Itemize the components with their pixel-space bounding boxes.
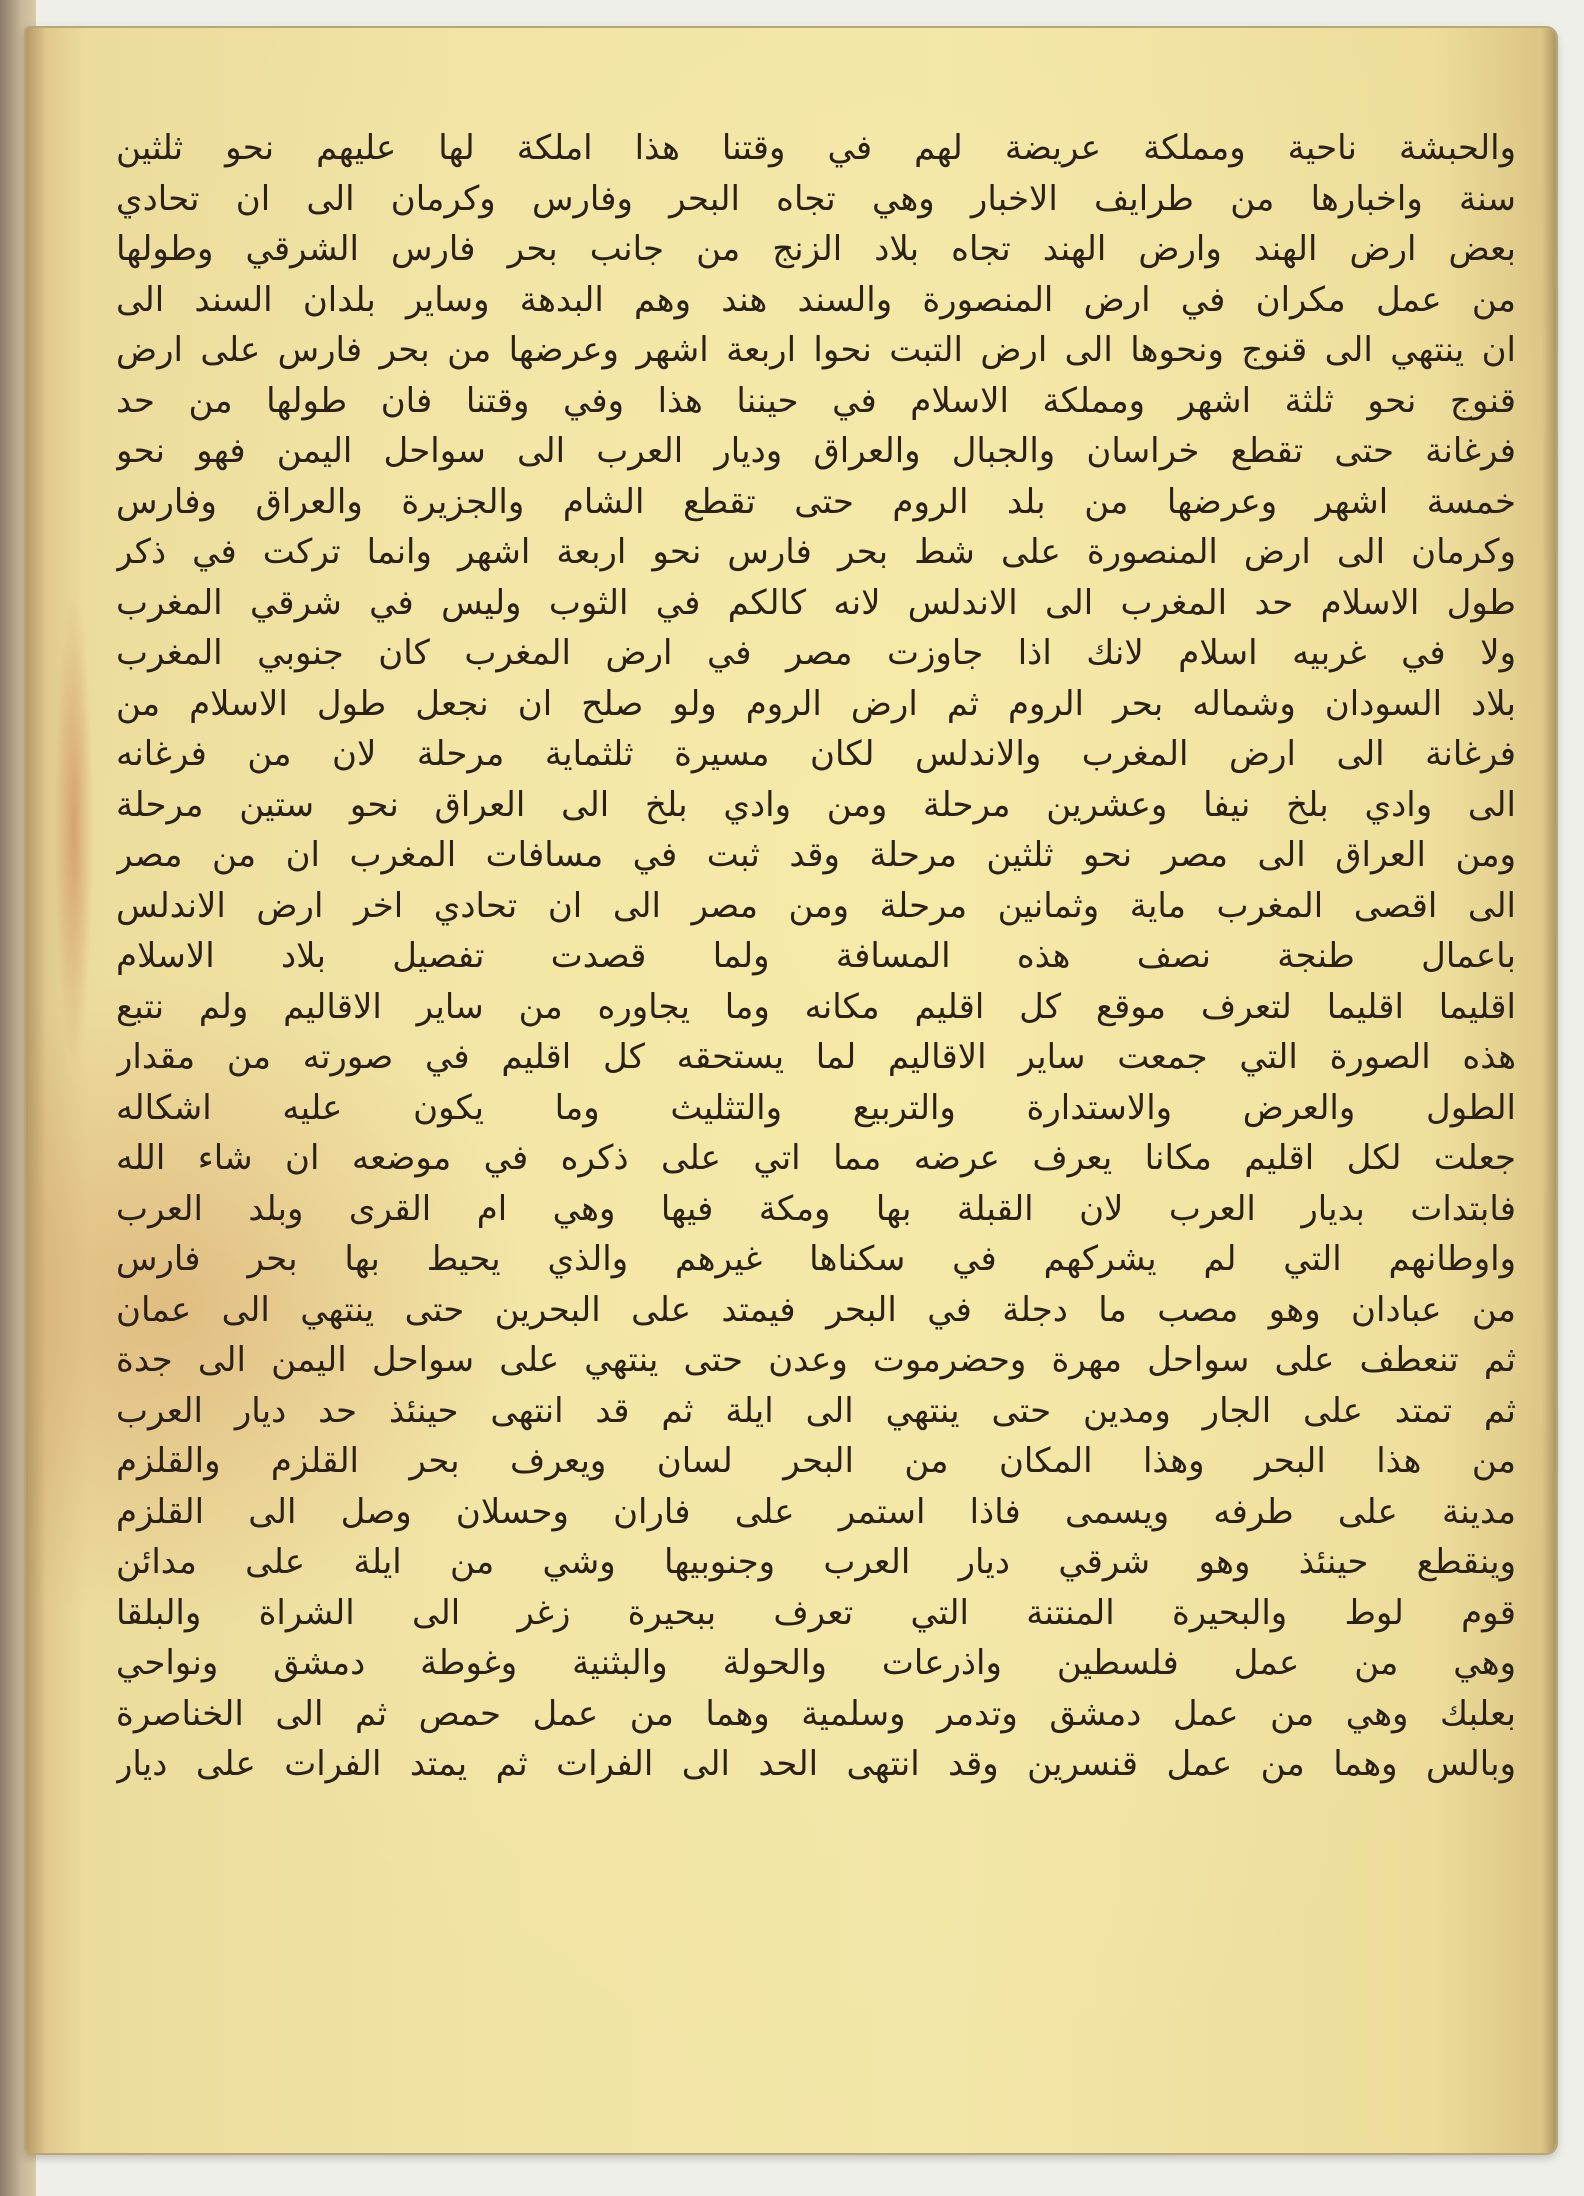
- text-line: واوطانهم التي لم يشركهم في سكناها غيرهم والذي يحيط بها بحر فارس: [116, 1239, 1516, 1279]
- text-line: بعض ارض الهند وارض الهند تجاه بلاد الزنج من جانب بحر فارس الشرقي وطولها: [116, 229, 1516, 269]
- text-line: جعلت لكل اقليم مكانا يعرف عرضه مما اتي على ذكره في موضعه ان شاء الله: [116, 1138, 1516, 1178]
- text-line: فابتدات بديار العرب لان القبلة بها ومكة فيها وهي ام القرى وبلد العرب: [116, 1188, 1516, 1229]
- text-line: والحبشة ناحية ومملكة عريضة لهم في وقتنا هذا املكة لها عليهم نحو ثلثين: [116, 128, 1516, 168]
- text-line: وبالس وهما من عمل قنسرين وقد انتهى الحد الى الفرات ثم يمتد الفرات على ديار: [116, 1744, 1516, 1784]
- text-line: سنة واخبارها من طرايف الاخبار وهي تجاه البحر وفارس وكرمان الى ان تحادي: [116, 178, 1516, 219]
- text-line: الطول والعرض والاستدارة والتربيع والتثليث وما يكون عليه اشكاله: [116, 1087, 1516, 1128]
- text-line: من هذا البحر وهذا المكان من البحر لسان ويعرف بحر القلزم والقلزم: [116, 1441, 1516, 1481]
- text-line: ثم تنعطف على سواحل مهرة وحضرموت وعدن حتى ينتهي على سواحل اليمن الى جدة: [116, 1340, 1516, 1380]
- text-line: فرغانة حتى تقطع خراسان والجبال والعراق وديار العرب الى سواحل اليمن فهو نحو: [116, 431, 1516, 471]
- manuscript-text: [116, 123, 1516, 2083]
- text-line: وهي من عمل فلسطين واذرعات والحولة والبثنية وغوطة دمشق ونواحي: [116, 1643, 1516, 1683]
- text-line: ان ينتهي الى قنوج ونحوها الى ارض التبت نحوا اربعة اشهر وعرضها من بحر فارس على ارض: [116, 330, 1516, 370]
- page-binding-edge: [26, 28, 46, 2153]
- text-line: بلاد السودان وشماله بحر الروم ثم ارض الروم ولو صلح ان نجعل طول الاسلام من: [116, 683, 1516, 724]
- text-line: فرغانة الى ارض المغرب والاندلس لكان مسيرة ثلثماية مرحلة لان من فرغانه: [116, 734, 1516, 774]
- text-line: من عمل مكران في ارض المنصورة والسند هند وهم البدهة وساير بلدان السند الى: [116, 279, 1516, 320]
- text-line: من عبادان وهو مصب ما دجلة في البحر فيمتد على البحرين حتى ينتهي الى عمان: [116, 1289, 1516, 1330]
- text-line: طول الاسلام حد المغرب الى الاندلس لانه كالكم في الثوب وليس في شرقي المغرب: [116, 582, 1516, 623]
- text-line: الى اقصى المغرب ماية وثمانين مرحلة ومن مصر الى ان تحادي اخر ارض الاندلس: [116, 885, 1516, 926]
- text-line: ومن العراق الى مصر نحو ثلثين مرحلة وقد ثبت في مسافات المغرب ان من مصر: [116, 835, 1516, 875]
- text-line: قوم لوط والبحيرة المنتنة التي تعرف ببحيرة زغر الى الشراة والبلقا: [116, 1592, 1516, 1633]
- text-line: خمسة اشهر وعرضها من بلد الروم حتى تقطع الشام والجزيرة والعراق وفارس: [116, 481, 1516, 522]
- text-line: مدينة على طرفه ويسمى فاذا استمر على فاران وحسلان وصل الى القلزم: [116, 1491, 1516, 1532]
- text-line: اقليما اقليما لتعرف موقع كل اقليم مكانه وما يجاوره من ساير الاقاليم ولم نتبع: [116, 986, 1516, 1027]
- text-line: ولا في غربيه اسلام لانك اذا جاوزت مصر في ارض المغرب كان جنوبي المغرب: [116, 633, 1516, 673]
- text-line: وينقطع حينئذ وهو شرقي ديار العرب وجنوبيها وشي من ايلة على مدائن: [116, 1542, 1516, 1582]
- manuscript-page: [26, 28, 1556, 2153]
- text-line: وكرمان الى ارض المنصورة على شط بحر فارس نحو اربعة اشهر وانما تركت في ذكر: [116, 532, 1516, 572]
- text-line: الى وادي بلخ نيفا وعشرين مرحلة ومن وادي بلخ الى العراق نحو ستين مرحلة: [116, 784, 1516, 825]
- text-line: بعلبك وهي من عمل دمشق وتدمر وسلمية وهما من عمل حمص ثم الى الخناصرة: [116, 1693, 1516, 1734]
- text-line: قنوج نحو ثلثة اشهر ومملكة الاسلام في حيننا هذا وفي وقتنا فان طولها من حد: [116, 380, 1516, 421]
- text-line: ثم تمتد على الجار ومدين حتى ينتهي الى ايلة ثم قد انتهى حينئذ حد ديار العرب: [116, 1390, 1516, 1431]
- text-line: باعمال طنجة نصف هذه المسافة ولما قصدت تفصيل بلاد الاسلام: [116, 936, 1516, 976]
- page-stain: [54, 588, 94, 1068]
- text-line: هذه الصورة التي جمعت ساير الاقاليم لما يستحقه كل اقليم في صورته من مقدار: [116, 1037, 1516, 1077]
